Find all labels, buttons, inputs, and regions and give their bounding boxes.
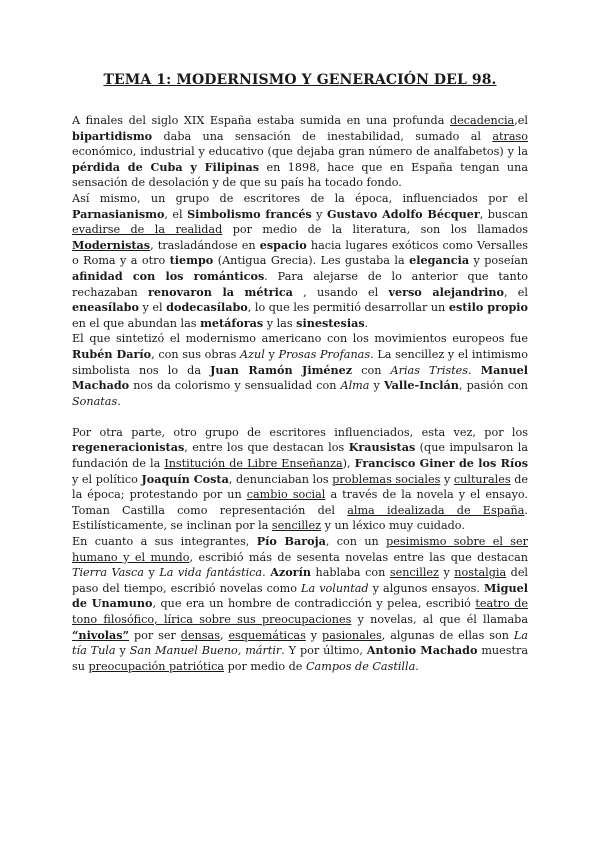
bold-underlined-term: Modernistas bbox=[72, 237, 151, 252]
text-run: (que impulsaron la fundación de la bbox=[72, 441, 528, 471]
underlined-term: teatro de tono filosófico, lírica sobre sus preocupaciones bbox=[72, 597, 528, 626]
text-run: . Estilísticamente, se inclinan por la bbox=[72, 503, 528, 533]
text-run: del paso del tiempo, escribió novelas como bbox=[72, 566, 529, 595]
text-run: . Para alejarse de lo anterior que tanto rechazaban bbox=[72, 269, 528, 299]
work-title: Alma bbox=[340, 379, 370, 393]
text-run: económico, industrial y educativo (que dejaba gran número de analfabetos) y la bbox=[72, 145, 528, 159]
text-run: en el que abundan las bbox=[72, 316, 201, 330]
text-run: y bbox=[143, 566, 160, 580]
underlined-term: culturales bbox=[453, 472, 511, 486]
text-run: , que era un hombre de contradicción y pelea, escribió bbox=[152, 597, 476, 611]
underlined-term: alma idealizada de España bbox=[347, 503, 525, 517]
text-run: ,el bbox=[514, 114, 528, 127]
text-run: y bbox=[311, 207, 327, 221]
text-run: , trasladándose en bbox=[150, 238, 260, 252]
bold-term: dodecasílabo bbox=[166, 300, 248, 315]
underlined-term: preocupación patriótica bbox=[88, 659, 225, 673]
text-run: ), bbox=[342, 457, 355, 471]
text-run: y bbox=[115, 644, 130, 658]
work-title: Arias Tristes bbox=[390, 363, 469, 377]
bold-term: Krausistas bbox=[348, 440, 416, 455]
text-run: Por otra parte, otro grupo de escritores influenciados, esta vez, por los bbox=[72, 425, 528, 439]
text-run: y bbox=[369, 379, 384, 393]
text-run: en 1898, hace que en España tengan una sensación de desolación y de que su país ha tocado fondo. bbox=[72, 160, 528, 190]
text-run: y un léxico muy cuidado. bbox=[321, 519, 465, 533]
text-run: nos da colorismo y sensualidad con bbox=[129, 379, 341, 393]
text-run: El que sintetizó el modernismo americano con los movimientos europeos fue bbox=[72, 332, 528, 346]
text-run: con bbox=[352, 363, 391, 377]
text-run: , denunciaban los bbox=[228, 472, 333, 486]
bold-term: eneasílabo bbox=[72, 300, 139, 315]
bold-term: Manuel Machado bbox=[72, 362, 528, 393]
text-run: y el político bbox=[72, 472, 142, 486]
text-run: . bbox=[364, 316, 369, 330]
text-run: , usando el bbox=[292, 285, 389, 299]
bold-term: Juan Ramón Jiménez bbox=[210, 362, 353, 377]
text-run: por medio de la literatura, son los llamados bbox=[222, 223, 528, 237]
underlined-term: Institución de Libre Enseñanza bbox=[164, 457, 343, 471]
text-run: hacia lugares exóticos como Versalles o Roma y a otro bbox=[72, 238, 528, 268]
bold-term: Antonio Machado bbox=[366, 643, 478, 658]
text-run: , bbox=[219, 628, 229, 642]
text-run: (Antigua Grecia). Les gustaba la bbox=[213, 254, 410, 268]
bold-underlined-term: “nivolas” bbox=[72, 627, 130, 642]
text-run: , pasión con bbox=[458, 379, 529, 393]
text-run: , el bbox=[503, 285, 528, 299]
text-run: . bbox=[262, 566, 271, 580]
text-run: . bbox=[117, 394, 121, 408]
bold-term: Rubén Darío bbox=[72, 346, 152, 361]
work-title: Sonatas bbox=[72, 394, 118, 408]
text-run: y bbox=[305, 628, 323, 642]
text-run: y el bbox=[138, 301, 167, 315]
text-run: , buscan bbox=[479, 207, 528, 221]
text-run: Así mismo, un grupo de escritores de la época, influenciados por el bbox=[72, 191, 528, 205]
text-run: , escribió más de sesenta novelas entre las que destacan bbox=[189, 550, 528, 564]
text-run: , algunas de ellas son bbox=[381, 628, 514, 642]
text-run: . La sencillez y el intimismo simbolista nos lo da bbox=[72, 347, 528, 377]
work-title: Campos de Castilla bbox=[306, 659, 416, 673]
text-run: y bbox=[440, 472, 454, 486]
text-run: por ser bbox=[129, 628, 181, 642]
underlined-term: densas bbox=[180, 628, 220, 642]
text-run: y bbox=[438, 566, 455, 580]
text-run: , con un bbox=[325, 535, 387, 549]
text-run: por medio de bbox=[224, 659, 306, 673]
bold-term: verso alejandrino bbox=[388, 284, 504, 299]
text-run: y poseían bbox=[469, 254, 528, 268]
work-title: La vida fantástica bbox=[159, 566, 263, 580]
underlined-term: evadirse de la realidad bbox=[72, 223, 223, 237]
underlined-term: pesimismo sobre el ser humano y el mundo bbox=[72, 535, 529, 564]
bold-term: Simbolismo francés bbox=[187, 206, 312, 221]
text-run: a través de la novela y el ensayo. Toman Castilla como representación del bbox=[72, 488, 528, 517]
paragraph-context bbox=[72, 113, 528, 191]
paragraph-generation-98 bbox=[72, 425, 528, 534]
underlined-term: nostalgia bbox=[454, 566, 507, 580]
bold-term: afinidad con los románticos bbox=[72, 268, 265, 283]
underlined-term: pasionales bbox=[322, 628, 382, 642]
bold-term: Francisco Giner de los Ríos bbox=[354, 456, 528, 471]
text-run: y algunos ensayos. bbox=[368, 581, 485, 595]
text-run: A finales del siglo XIX España estaba sumida en una profunda bbox=[72, 114, 450, 127]
work-title: La tía Tula bbox=[72, 628, 528, 658]
bold-term: Miguel de Unamuno bbox=[72, 580, 528, 611]
work-title: Azul bbox=[240, 347, 265, 361]
bold-term: sinestesias bbox=[296, 315, 365, 330]
text-run: . Y por último, bbox=[281, 644, 367, 658]
bold-term: Parnasianismo bbox=[72, 206, 165, 221]
paragraph-authors-modernism bbox=[72, 331, 528, 409]
bold-term: metáforas bbox=[200, 315, 264, 330]
bold-term: pérdida de Cuba y Filipinas bbox=[72, 159, 260, 174]
underlined-term: atraso bbox=[492, 129, 528, 143]
bold-term: renovaron la métrica bbox=[147, 284, 293, 299]
bold-term: espacio bbox=[259, 237, 307, 252]
text-run: , el bbox=[164, 207, 188, 221]
paragraph-gap bbox=[72, 409, 528, 425]
bold-term: Joaquín Costa bbox=[141, 471, 229, 486]
bold-term: estilo propio bbox=[448, 300, 528, 315]
text-run: , con sus obras bbox=[151, 347, 241, 361]
text-run: y las bbox=[263, 316, 297, 330]
work-title: Prosas Profanas bbox=[278, 347, 371, 361]
work-title: Tierra Vasca bbox=[72, 566, 144, 580]
paragraph-modernism bbox=[72, 191, 528, 331]
bold-term: Azorín bbox=[270, 565, 311, 580]
bold-term: bipartidismo bbox=[72, 128, 153, 143]
text-run: , lo que les permitió desarrollar un bbox=[247, 301, 449, 315]
text-run: hablaba con bbox=[310, 566, 390, 580]
underlined-term: esquemáticas bbox=[228, 628, 306, 642]
underlined-term: sencillez bbox=[389, 566, 439, 580]
bold-term: Pío Baroja bbox=[256, 534, 326, 549]
bold-term: Gustavo Adolfo Bécquer bbox=[326, 206, 480, 221]
work-title: La voluntad bbox=[301, 581, 369, 595]
text-run: de la época; protestando por un bbox=[72, 472, 528, 502]
paragraph-integrants bbox=[72, 534, 528, 674]
bold-term: elegancia bbox=[409, 253, 470, 268]
text-run: , entre los que destacan los bbox=[184, 441, 349, 455]
underlined-term: cambio social bbox=[246, 488, 326, 502]
text-run: En cuanto a sus integrantes, bbox=[72, 535, 257, 549]
underlined-term: decadencia bbox=[450, 114, 515, 127]
text-run: . bbox=[468, 363, 481, 377]
underlined-term: sencillez bbox=[271, 519, 322, 533]
underlined-term: problemas sociales bbox=[332, 472, 441, 486]
text-run: daba una sensación de inestabilidad, sumado al bbox=[152, 129, 493, 143]
bold-term: Valle-Inclán bbox=[383, 378, 459, 393]
text-run: y bbox=[264, 347, 279, 361]
document-body bbox=[72, 113, 528, 674]
work-title: San Manuel Bueno, mártir bbox=[129, 644, 282, 658]
bold-term: regeneracionistas bbox=[72, 440, 185, 455]
page-title: TEMA 1: MODERNISMO Y GENERACIÓN DEL 98. bbox=[103, 72, 497, 88]
text-run: muestra su bbox=[72, 644, 529, 673]
text-run: y novelas, al que él llamaba bbox=[351, 613, 528, 626]
bold-term: tiempo bbox=[169, 253, 214, 268]
text-run: . bbox=[415, 659, 419, 673]
